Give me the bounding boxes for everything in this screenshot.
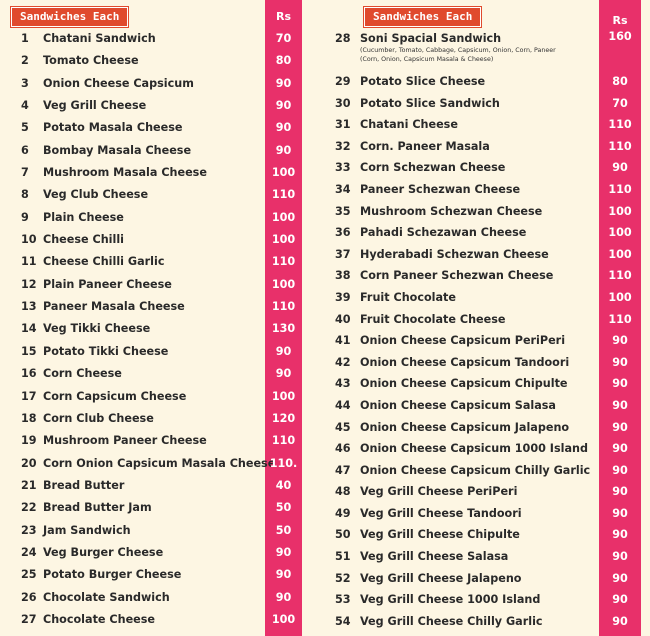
item-price: 110 (608, 118, 632, 132)
menu-item (330, 244, 650, 266)
item-name: Veg Grill Cheese (43, 99, 147, 113)
item-number: 54 (335, 614, 351, 628)
item-price: 110. (269, 456, 298, 470)
item-number: 5 (21, 121, 29, 135)
item-price: 90 (275, 121, 292, 135)
item-name: Plain Cheese (43, 210, 124, 224)
item-number: 2 (21, 54, 29, 68)
item-description: (Cucumber, Tomato, Cabbage, Capsicum, Onion, Corn, Paneer (Corn, Onion, Capsicum Masala & Cheese) (360, 47, 556, 63)
menu-item (0, 28, 302, 50)
item-name: Veg Club Cheese (43, 188, 149, 202)
item-price: 90 (275, 99, 292, 113)
item-name: Corn Onion Capsicum Masala Cheese (43, 456, 276, 470)
item-price: 90 (275, 76, 292, 90)
menu-item (0, 453, 302, 475)
item-name: Corn Cheese (43, 367, 122, 381)
menu-item (330, 546, 650, 568)
item-price: 100 (271, 233, 296, 247)
item-name: Potato Slice Cheese (360, 75, 486, 88)
item-name: Onion Cheese Capsicum Chilly Garlic (360, 463, 591, 477)
item-number: 46 (335, 442, 351, 456)
item-price: 90 (612, 442, 628, 456)
item-name: Veg Grill Cheese Jalapeno (360, 571, 522, 585)
menu-item (330, 71, 650, 93)
item-name: Soni Spacial Sandwich (360, 32, 502, 45)
item-number: 3 (21, 76, 29, 90)
item-number: 6 (21, 143, 29, 157)
item-number: 26 (21, 590, 37, 604)
menu-item (0, 520, 302, 542)
menu-item (330, 179, 650, 201)
item-name: Chatani Sandwich (43, 32, 156, 45)
item-price: 90 (275, 568, 292, 582)
menu-column-right (330, 0, 650, 636)
menu-item (330, 309, 650, 331)
item-name: Potato Tikki Cheese (43, 344, 169, 358)
item-name: Veg Grill Cheese PeriPeri (360, 485, 518, 499)
item-number: 33 (335, 161, 351, 175)
item-name: Corn Club Cheese (43, 411, 154, 425)
item-number: 41 (335, 334, 351, 348)
item-number: 25 (21, 568, 37, 582)
item-number: 14 (21, 322, 37, 336)
item-price: 90 (612, 355, 628, 369)
item-name: Veg Grill Cheese Chipulte (360, 528, 520, 542)
item-price: 90 (612, 420, 628, 434)
item-price: 130 (271, 322, 296, 336)
item-name: Corn Capsicum Cheese (43, 389, 187, 403)
item-number: 37 (335, 247, 351, 261)
item-name: Corn. Paneer Masala (360, 139, 490, 153)
item-price: 50 (275, 523, 292, 537)
item-name: Veg Grill Cheese Chilly Garlic (360, 614, 543, 628)
menu-item (0, 73, 302, 95)
item-number: 45 (335, 420, 351, 434)
menu-item (0, 430, 302, 452)
menu-item (330, 373, 650, 395)
menu-item (0, 542, 302, 564)
item-price: 100 (608, 204, 632, 218)
item-name: Potato Slice Sandwich (360, 96, 500, 110)
item-price: 100 (608, 226, 632, 240)
menu-item (0, 162, 302, 184)
item-name: Mushroom Masala Cheese (43, 166, 207, 180)
item-number: 19 (21, 434, 37, 448)
menu-item (0, 274, 302, 296)
menu-item (330, 222, 650, 244)
item-price: 90 (612, 398, 628, 412)
item-number: 22 (21, 501, 37, 515)
item-number: 43 (335, 377, 351, 391)
menu-item (330, 330, 650, 352)
menu-item (330, 201, 650, 223)
item-name: Cheese Chilli (43, 233, 125, 247)
menu-item (330, 157, 650, 179)
item-number: 29 (335, 75, 351, 88)
item-name: Veg Tikki Cheese (43, 322, 151, 336)
item-price: 90 (275, 344, 292, 358)
menu-item (330, 352, 650, 374)
item-number: 34 (335, 182, 351, 196)
item-number: 48 (335, 485, 351, 499)
menu-item-list (330, 28, 650, 632)
item-price: 90 (612, 550, 628, 564)
item-name: Veg Grill Cheese 1000 Island (360, 593, 541, 607)
item-name: Chatani Cheese (360, 118, 458, 132)
item-name: Bread Butter (43, 478, 125, 492)
menu-item (0, 497, 302, 519)
item-price: 160 (608, 30, 632, 43)
item-price: 70 (612, 96, 628, 110)
item-price: 90 (612, 334, 628, 348)
menu-item (330, 611, 650, 633)
menu-item (330, 136, 650, 158)
menu-item (0, 207, 302, 229)
menu-item (0, 318, 302, 340)
item-name: Cheese Chilli Garlic (43, 255, 165, 269)
item-price: 80 (275, 54, 292, 68)
item-price: 110 (271, 188, 296, 202)
item-name: Onion Cheese Capsicum PeriPeri (360, 334, 566, 348)
item-number: 36 (335, 226, 351, 240)
item-number: 12 (21, 277, 37, 291)
menu-item (0, 184, 302, 206)
item-price: 90 (275, 545, 292, 559)
item-price: 100 (271, 612, 296, 626)
item-name: Corn Schezwan Cheese (360, 161, 506, 175)
item-number: 51 (335, 550, 351, 564)
item-number: 39 (335, 290, 351, 304)
item-number: 4 (21, 99, 29, 113)
menu-item (330, 568, 650, 590)
item-number: 44 (335, 398, 351, 412)
item-price: 110 (608, 182, 632, 196)
item-price: 100 (271, 277, 296, 291)
price-column-label: Rs (275, 10, 292, 23)
item-name: Pahadi Schezawan Cheese (360, 226, 527, 240)
menu-item (0, 140, 302, 162)
item-number: 40 (335, 312, 351, 326)
section-header: Sandwiches Each (364, 7, 481, 27)
item-name: Paneer Masala Cheese (43, 300, 185, 314)
item-price: 120 (271, 411, 296, 425)
menu-item (0, 229, 302, 251)
menu-column-left (0, 0, 302, 636)
item-number: 30 (335, 96, 351, 110)
item-name: Jam Sandwich (43, 523, 131, 537)
item-number: 15 (21, 344, 37, 358)
item-name: Onion Cheese Capsicum 1000 Island (360, 442, 588, 456)
menu-item (0, 475, 302, 497)
item-name: Mushroom Schezwan Cheese (360, 204, 543, 218)
item-price: 70 (275, 32, 292, 45)
menu-item (330, 93, 650, 115)
menu-item (0, 564, 302, 586)
menu-item (0, 95, 302, 117)
item-number: 20 (21, 456, 37, 470)
item-name: Chocolate Cheese (43, 612, 155, 626)
menu-item-list (0, 28, 302, 631)
item-price: 100 (608, 247, 632, 261)
item-name: Veg Burger Cheese (43, 545, 164, 559)
item-price: 110 (608, 139, 632, 153)
item-number: 38 (335, 269, 351, 283)
item-price: 40 (275, 478, 292, 492)
section-header: Sandwiches Each (11, 7, 128, 27)
menu-item (330, 438, 650, 460)
menu-item (0, 363, 302, 385)
item-name: Mushroom Paneer Cheese (43, 434, 207, 448)
item-price: 100 (271, 166, 296, 180)
item-number: 18 (21, 411, 37, 425)
item-number: 7 (21, 166, 29, 180)
item-price: 100 (271, 389, 296, 403)
item-number: 24 (21, 545, 37, 559)
item-price: 50 (275, 501, 292, 515)
item-name: Tomato Cheese (43, 54, 139, 68)
item-name: Veg Grill Cheese Tandoori (360, 506, 522, 520)
item-number: 17 (21, 389, 37, 403)
item-name: Onion Cheese Capsicum Chipulte (360, 377, 568, 391)
item-price: 90 (612, 485, 628, 499)
item-number: 35 (335, 204, 351, 218)
item-name: Fruit Chocolate (360, 290, 456, 304)
menu-item (330, 589, 650, 611)
menu-item (330, 265, 650, 287)
item-price: 110 (608, 312, 632, 326)
item-name: Plain Paneer Cheese (43, 277, 172, 291)
item-number: 23 (21, 523, 37, 537)
menu-item (0, 296, 302, 318)
menu-item (0, 587, 302, 609)
item-number: 42 (335, 355, 351, 369)
item-name: Corn Paneer Schezwan Cheese (360, 269, 554, 283)
item-number: 1 (21, 32, 29, 45)
item-name: Paneer Schezwan Cheese (360, 182, 521, 196)
item-price: 90 (612, 571, 628, 585)
menu-item (330, 114, 650, 136)
item-name: Onion Cheese Capsicum Tandoori (360, 355, 570, 369)
menu-item (0, 386, 302, 408)
item-price: 110 (271, 434, 296, 448)
item-price: 90 (612, 161, 628, 175)
item-name: Veg Grill Cheese Salasa (360, 550, 509, 564)
item-price: 90 (612, 614, 628, 628)
menu-item (330, 481, 650, 503)
item-price: 110 (608, 269, 632, 283)
menu-item (0, 251, 302, 273)
item-price: 100 (271, 210, 296, 224)
item-name: Potato Burger Cheese (43, 568, 182, 582)
item-name: Hyderabadi Schezwan Cheese (360, 247, 549, 261)
menu-item (330, 503, 650, 525)
item-name: Bombay Masala Cheese (43, 143, 192, 157)
menu-item (0, 609, 302, 631)
menu-item (0, 50, 302, 72)
item-price: 110 (271, 255, 296, 269)
item-price: 90 (612, 506, 628, 520)
menu-item-featured (330, 28, 650, 71)
item-price: 90 (612, 463, 628, 477)
item-price: 100 (608, 290, 632, 304)
item-name: Chocolate Sandwich (43, 590, 170, 604)
item-number: 13 (21, 300, 37, 314)
item-price: 110 (271, 300, 296, 314)
menu-item (330, 287, 650, 309)
item-price: 90 (612, 377, 628, 391)
item-number: 53 (335, 593, 351, 607)
item-price: 90 (275, 590, 292, 604)
item-number: 10 (21, 233, 37, 247)
item-price: 90 (612, 528, 628, 542)
item-name: Onion Cheese Capsicum Salasa (360, 398, 556, 412)
item-number: 11 (21, 255, 37, 269)
item-number: 27 (21, 612, 37, 626)
item-number: 49 (335, 506, 351, 520)
item-number: 47 (335, 463, 351, 477)
item-name: Onion Cheese Capsicum (43, 76, 194, 90)
item-number: 8 (21, 188, 29, 202)
menu-item (330, 460, 650, 482)
item-number: 28 (335, 32, 351, 45)
item-price: 90 (612, 593, 628, 607)
item-number: 21 (21, 478, 37, 492)
item-name: Onion Cheese Capsicum Jalapeno (360, 420, 570, 434)
item-number: 9 (21, 210, 29, 224)
item-price: 90 (275, 367, 292, 381)
menu-item (330, 395, 650, 417)
item-name: Bread Butter Jam (43, 501, 152, 515)
item-name: Potato Masala Cheese (43, 121, 183, 135)
item-number: 50 (335, 528, 351, 542)
item-number: 31 (335, 118, 351, 132)
item-price: 80 (612, 75, 628, 88)
item-number: 16 (21, 367, 37, 381)
menu-item (0, 341, 302, 363)
menu-item (330, 417, 650, 439)
item-number: 52 (335, 571, 351, 585)
price-column-label: Rs (612, 14, 628, 27)
item-name: Fruit Chocolate Cheese (360, 312, 506, 326)
menu-item (0, 117, 302, 139)
item-number: 32 (335, 139, 351, 153)
menu-item (0, 408, 302, 430)
menu-item (330, 524, 650, 546)
item-price: 90 (275, 143, 292, 157)
